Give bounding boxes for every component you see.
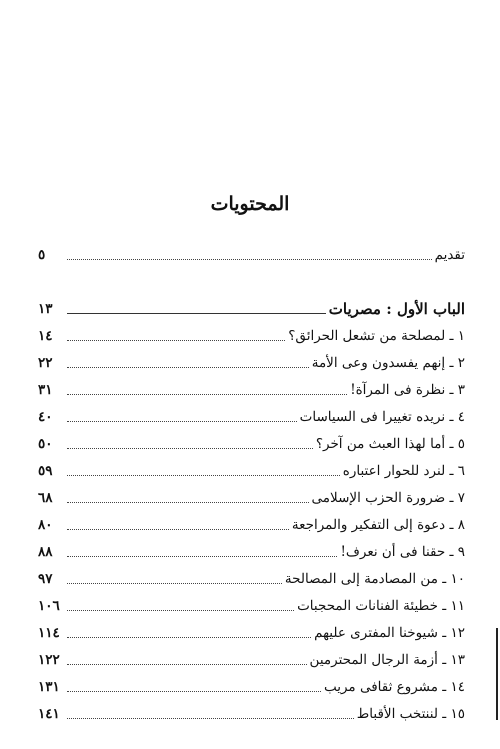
toc-page-number: ٨٨ bbox=[38, 544, 53, 560]
toc-entry-label: ١٣ ـ أزمة الرجال المحترمين bbox=[309, 652, 465, 668]
toc-entry-row bbox=[38, 486, 465, 508]
toc-entry-label: ١٠ ـ من المصادمة إلى المصالحة bbox=[284, 571, 465, 587]
toc-entry-label: ١٤ ـ مشروع ثقافى مريب bbox=[323, 679, 465, 695]
dot-leader bbox=[67, 501, 309, 503]
toc-page-number: ٥ bbox=[38, 247, 46, 263]
toc-entry-label: ١ ـ لمصلحة من تشعل الحرائق؟ bbox=[288, 328, 465, 344]
toc-entry-label: ٤ ـ نريده تغييرا فى السياسات bbox=[299, 409, 465, 425]
dot-leader bbox=[67, 258, 432, 260]
toc-entry-row bbox=[38, 378, 465, 400]
toc-entry-label: ٣ ـ نظرة فى المرآة! bbox=[350, 382, 465, 398]
dot-leader bbox=[67, 393, 347, 395]
toc-page-number: ١٤١ bbox=[38, 706, 60, 722]
dot-leader bbox=[67, 447, 313, 449]
toc-entry-row bbox=[38, 702, 465, 724]
toc-entry-row bbox=[38, 648, 465, 670]
toc-part-row bbox=[38, 297, 465, 319]
toc-part-label: الباب الأول : مصريات bbox=[328, 300, 465, 318]
dot-leader bbox=[67, 312, 326, 314]
toc-page-number: ٢٢ bbox=[38, 355, 53, 371]
toc-entry-row bbox=[38, 594, 465, 616]
toc-page-number: ١٣١ bbox=[38, 679, 60, 695]
dot-leader bbox=[67, 366, 309, 368]
toc-entry-label: ٧ ـ ضرورة الحزب الإسلامى bbox=[311, 490, 465, 506]
toc-entry-label: ٥ ـ أما لهذا العبث من آخر؟ bbox=[315, 436, 465, 452]
toc-entry-row bbox=[38, 567, 465, 589]
toc-page-number: ١٣ bbox=[38, 301, 53, 317]
dot-leader bbox=[67, 474, 340, 476]
toc-entry-label: ٩ ـ حقنا فى أن نعرف! bbox=[340, 544, 465, 560]
dot-leader bbox=[67, 717, 354, 719]
toc-entry-row bbox=[38, 513, 465, 535]
toc-entry-label: ١٥ ـ لننتخب الأقباط bbox=[356, 706, 465, 722]
dot-leader bbox=[67, 420, 297, 422]
toc-entry-row bbox=[38, 351, 465, 373]
toc-entry-label: ٨ ـ دعوة إلى التفكير والمراجعة bbox=[291, 517, 465, 533]
toc-page-number: ٤٠ bbox=[38, 409, 53, 425]
toc-page-number: ٩٧ bbox=[38, 571, 53, 587]
toc-page-number: ٥٩ bbox=[38, 463, 53, 479]
toc-page-number: ٥٠ bbox=[38, 436, 53, 452]
toc-entry-row bbox=[38, 324, 465, 346]
toc-page-number: ١٤ bbox=[38, 328, 53, 344]
dot-leader bbox=[67, 636, 311, 638]
dot-leader bbox=[67, 528, 289, 530]
toc-entry-label: ٦ ـ لنرد للحوار اعتباره bbox=[342, 463, 465, 479]
toc-page-number: ١٠٦ bbox=[38, 598, 60, 614]
toc-page-number: ١٢٢ bbox=[38, 652, 60, 668]
toc-intro-row bbox=[38, 243, 465, 265]
toc-entry-row bbox=[38, 540, 465, 562]
dot-leader bbox=[67, 690, 321, 692]
toc-entry-row bbox=[38, 459, 465, 481]
toc-entry-label: تقديم bbox=[434, 247, 465, 263]
dot-leader bbox=[67, 582, 282, 584]
toc-page-number: ٦٨ bbox=[38, 490, 53, 506]
toc-page-number: ٣١ bbox=[38, 382, 53, 398]
toc-entry-label: ١١ ـ خطيئة الفنانات المحجبات bbox=[297, 598, 465, 614]
dot-leader bbox=[67, 609, 294, 611]
dot-leader bbox=[67, 555, 337, 557]
toc-entry-label: ٢ ـ إنهم يفسدون وعى الأمة bbox=[311, 355, 465, 371]
dot-leader bbox=[67, 339, 285, 341]
toc-entry-row bbox=[38, 405, 465, 427]
toc-entry-row bbox=[38, 621, 465, 643]
toc-page-number: ١١٤ bbox=[38, 625, 60, 641]
page-edge-mark bbox=[496, 628, 498, 720]
toc-entry-row bbox=[38, 675, 465, 697]
dot-leader bbox=[67, 663, 307, 665]
toc-entry-row bbox=[38, 432, 465, 454]
toc-page-number: ٨٠ bbox=[38, 517, 53, 533]
toc-title: المحتويات bbox=[210, 193, 290, 215]
toc-entry-label: ١٢ ـ شيوخنا المفترى عليهم bbox=[314, 625, 465, 641]
